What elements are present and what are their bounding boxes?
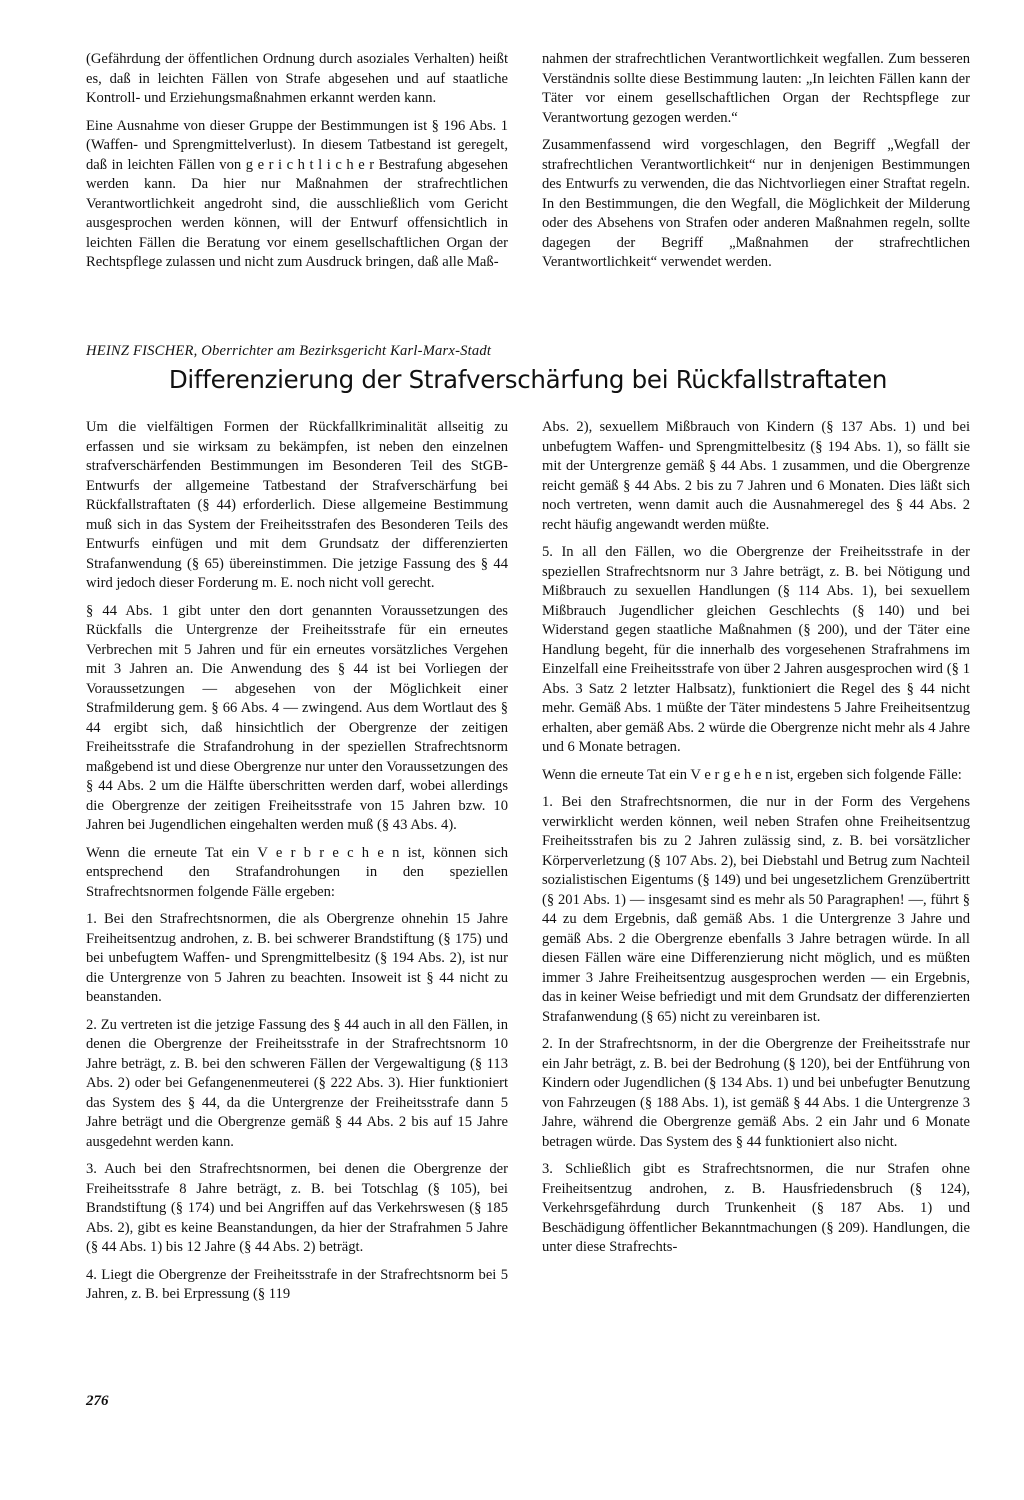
paragraph: 1. Bei den Strafrechtsnormen, die nur in der Form des Vergehens verwirklicht werden können, weil neben Strafen ohne Freiheitsentzug Freiheitsstrafen bis zu 2 Jahren zulässig sind, z. B. bei vorsätzlicher Körperverletzung (§ 107 Abs. 2), bei Diebstahl und Betrug zum Nachteil sozialistischen Eigentums (§ 149) und bei ungesetzlichem Grenzübertritt (§ 201 Abs. 1) — insgesamt sind es mehr als 50 Paragraphen! —, führt § 44 zu dem Ergebnis, daß gemäß Abs. 1 die Untergrenze 3 Jahre und gemäß Abs. 2 die Obergrenze ebenfalls 3 Jahre betragen würde. In all diesen Fällen wäre eine Differenzierung nicht möglich, und es müßten immer 3 Jahre Freiheitsentzug ausgesprochen werden — ein Ergebnis, das in keiner Weise befriedigt und mit dem Grundsatz der differenzierten Strafanwendung (§ 65) nicht zu vereinbaren ist. [542, 794, 970, 1025]
paragraph: § 44 Abs. 1 gibt unter den dort genannten Voraussetzungen des Rückfalls die Untergrenze der Freiheitsstrafe für ein erneutes Verbrechen mit 5 Jahren und für ein erneutes vorsätzliches Vergehen mit 3 Jahren an. Die Anwendung des § 44 ist bei Vorliegen der Voraussetzungen — abgesehen von der Möglichkeit einer Strafmilderung gem. § 66 Abs. 4 — zwingend. Aus dem Wortlaut des § 44 ergibt sich, daß hinsichtlich der Obergrenze der zeitigen Freiheitsstrafe die Strafandrohung in der speziellen Strafrechtsnorm maßgebend ist und diese Obergrenze nur unter den Voraussetzungen des § 44 Abs. 2 um die Hälfte überschritten werden darf, wobei allerdings die Obergrenze der zeitigen Freiheitsstrafe von 15 Jahren bzw. 10 Jahren bei Jugendlichen eingehalten werden muß (§ 43 Abs. 4). [86, 602, 508, 833]
article-headline: Differenzierung der Strafverschärfung bei Rückfallstraftaten [168, 365, 888, 394]
column-bottom-left [86, 418, 508, 1313]
page-number: 276 [86, 1393, 109, 1409]
paragraph: 3. Schließlich gibt es Strafrechtsnormen, die nur Strafen ohne Freiheitsentzug androhen, z. B. Hausfriedensbruch (§ 124), Verkehrsgefährdung durch Trunkenheit (§ 187 Abs. 1) und Beschädigung öffentlicher Bekanntmachungen (§ 209). Handlungen, die unter diese Strafrechts- [542, 1161, 970, 1255]
paragraph: 5. In all den Fällen, wo die Obergrenze der Freiheitsstrafe in der speziellen Strafrechtsnorm nur 3 Jahre beträgt, z. B. bei Nötigung und Mißbrauch zu sexuellen Handlungen (§ 114 Abs. 1), bei sexuellem Mißbrauch Jugendlicher gleichen Geschlechts (§ 140) und bei Widerstand gegen staatliche Maßnahmen (§ 200), und der Täter eine Handlung begeht, für die innerhalb des vorgesehenen Strafrahmens im Einzelfall eine Freiheitsstrafe von über 2 Jahren ausgesprochen wird (§ 1 Abs. 3 Satz 2 letzter Halbsatz), funktioniert die Regel des § 44 nicht mehr. Gemäß Abs. 1 müßte der Täter mindestens 5 Jahre Freiheitsentzug erhalten, aber gemäß Abs. 2 würde die Obergrenze nicht mehr als 4 Jahre und 6 Monate betragen. [542, 544, 970, 755]
paragraph: 3. Auch bei den Strafrechtsnormen, bei denen die Obergrenze der Freiheitsstrafe 8 Jahre beträgt, z. B. bei Totschlag (§ 105), bei Brandstiftung (§ 174) und bei Angriffen auf das Verkehrswesen (§ 185 Abs. 2), gibt es keine Beanstandungen, da hier der Strafrahmen 5 Jahre (§ 44 Abs. 1) bis 12 Jahre (§ 44 Abs. 2) beträgt. [86, 1161, 508, 1255]
paragraph: 2. In der Strafrechtsnorm, in der die Obergrenze der Freiheitsstrafe nur ein Jahr beträgt, z. B. bei der Bedrohung (§ 120), bei der Entführung von Kindern oder Jugendlichen (§ 134 Abs. 1) und bei unbefugter Benutzung von Fahrzeugen (§ 188 Abs. 1), ist gemäß § 44 Abs. 1 die Untergrenze 3 Jahre, während die Obergrenze gemäß Abs. 2 ein Jahr und 6 Monate betragen würde. Das System des § 44 funktioniert also nicht. [542, 1036, 970, 1150]
author-byline: HEINZ FISCHER, Oberrichter am Bezirksgericht Karl-Marx-Stadt [86, 343, 492, 359]
paragraph: 2. Zu vertreten ist die jetzige Fassung des § 44 auch in all den Fällen, in denen die Obergrenze der Freiheitsstrafe in der Strafrechtsnorm 10 Jahre beträgt, z. B. bei den schweren Fällen der Vergewaltigung (§ 113 Abs. 2) oder bei Gefangenenmeuterei (§ 222 Abs. 3). Hier funktioniert das System des § 44, da die Untergrenze der Freiheitsstrafe dann 5 Jahre beträgt und die Obergrenze gemäß § 44 Abs. 2 bis auf 15 Jahre ausgedehnt werden kann. [86, 1016, 508, 1150]
column-top-right [542, 50, 970, 281]
column-bottom-right [542, 418, 970, 1266]
paragraph: nahmen der strafrechtlichen Verantwortlichkeit wegfallen. Zum besseren Verständnis sollte diese Bestimmung lauten: „In leichten Fällen kann der Täter vor einem gesellschaftlichen Organ der Rechtspflege zur Verantwortung gezogen werden.“ [542, 51, 970, 126]
paragraph: 4. Liegt die Obergrenze der Freiheitsstrafe in der Strafrechtsnorm bei 5 Jahren, z. B. bei Erpressung (§ 119 [86, 1266, 508, 1302]
paragraph: Zusammenfassend wird vorgeschlagen, den Begriff „Wegfall der strafrechtlichen Verantwortlichkeit“ nur in denjenigen Bestimmungen des Entwurfs zu verwenden, die das Nichtvorliegen einer Straftat regeln. In den Bestimmungen, die den Wegfall, die Möglichkeit der Milderung oder des Absehens von Strafen oder anderen Maßnahmen regeln, sollte dagegen der Begriff „Maßnahmen der strafrechtlichen Verantwortlichkeit“ verwendet werden. [542, 137, 970, 270]
paragraph: Wenn die erneute Tat ein V e r g e h e n ist, ergeben sich folgende Fälle: [542, 766, 962, 783]
column-top-left [86, 50, 508, 281]
paragraph: Abs. 2), sexuellem Mißbrauch von Kindern (§ 137 Abs. 1) und bei unbefugtem Waffen- und Sprengmittelbesitz (§ 194 Abs. 1), so fällt sie mit der Untergrenze gemäß § 44 Abs. 1 zusammen, und die Obergrenze reicht gemäß § 44 Abs. 2 bis zu 7 Jahren und 6 Monaten. Dies läßt sich noch vertreten, wenn damit auch die Ausnahmeregel des § 44 Abs. 2 recht häufig angewandt werden müßte. [542, 419, 970, 533]
paragraph: 1. Bei den Strafrechtsnormen, die als Obergrenze ohnehin 15 Jahre Freiheitsentzug androhen, z. B. bei schwerer Brandstiftung (§ 175) und bei unbefugtem Waffen- und Sprengmittelbesitz (§ 194 Abs. 2), ist nur die Untergrenze von 5 Jahren zu beachten. Insoweit ist § 44 nicht zu beanstanden. [86, 911, 508, 1005]
paragraph: Um die vielfältigen Formen der Rückfallkriminalität allseitig zu erfassen und sie wirksam zu bekämpfen, ist neben den einzelnen strafverschärfenden Bestimmungen im Besonderen Teil des StGB-Entwurfs der allgemeine Tatbestand der Strafverschärfung bei Rückfallstraftaten (§ 44) erforderlich. Diese allgemeine Bestimmung muß sich in das System der Freiheitsstrafen des Besonderen Teils des Entwurfs einfügen und mit dem Grundsatz der differenzierten Strafanwendung (§ 65) übereinstimmen. Die jetzige Fassung des § 44 wird jedoch dieser Forderung m. E. noch nicht voll gerecht. [86, 419, 508, 591]
paragraph: (Gefährdung der öffentlichen Ordnung durch asoziales Verhalten) heißt es, daß in leichten Fällen von Strafe abgesehen und auf staatliche Kontroll- und Erziehungsmaßnahmen erkannt werden kann. [86, 51, 508, 106]
paragraph: Wenn die erneute Tat ein V e r b r e c h e n ist, können sich entsprechend den Strafandrohungen in den speziellen Strafrechtsnormen folgende Fälle ergeben: [86, 844, 508, 900]
paragraph: Eine Ausnahme von dieser Gruppe der Bestimmungen ist § 196 Abs. 1 (Waffen- und Sprengmittelverlust). In diesem Tatbestand ist geregelt, daß in leichten Fällen von g e r i c h t l i c h e r Bestrafung abgesehen werden kann. Da hier nur Maßnahmen der strafrechtlichen Verantwortlichkeit angedroht sind, die ausschließlich vom Gericht ausgesprochen werden können, will der Entwurf offensichtlich in leichten Fällen die Beratung vor einem gesellschaftlichen Organ der Rechtspflege zulassen und nicht zum Ausdruck bringen, daß alle Maß- [86, 117, 508, 270]
